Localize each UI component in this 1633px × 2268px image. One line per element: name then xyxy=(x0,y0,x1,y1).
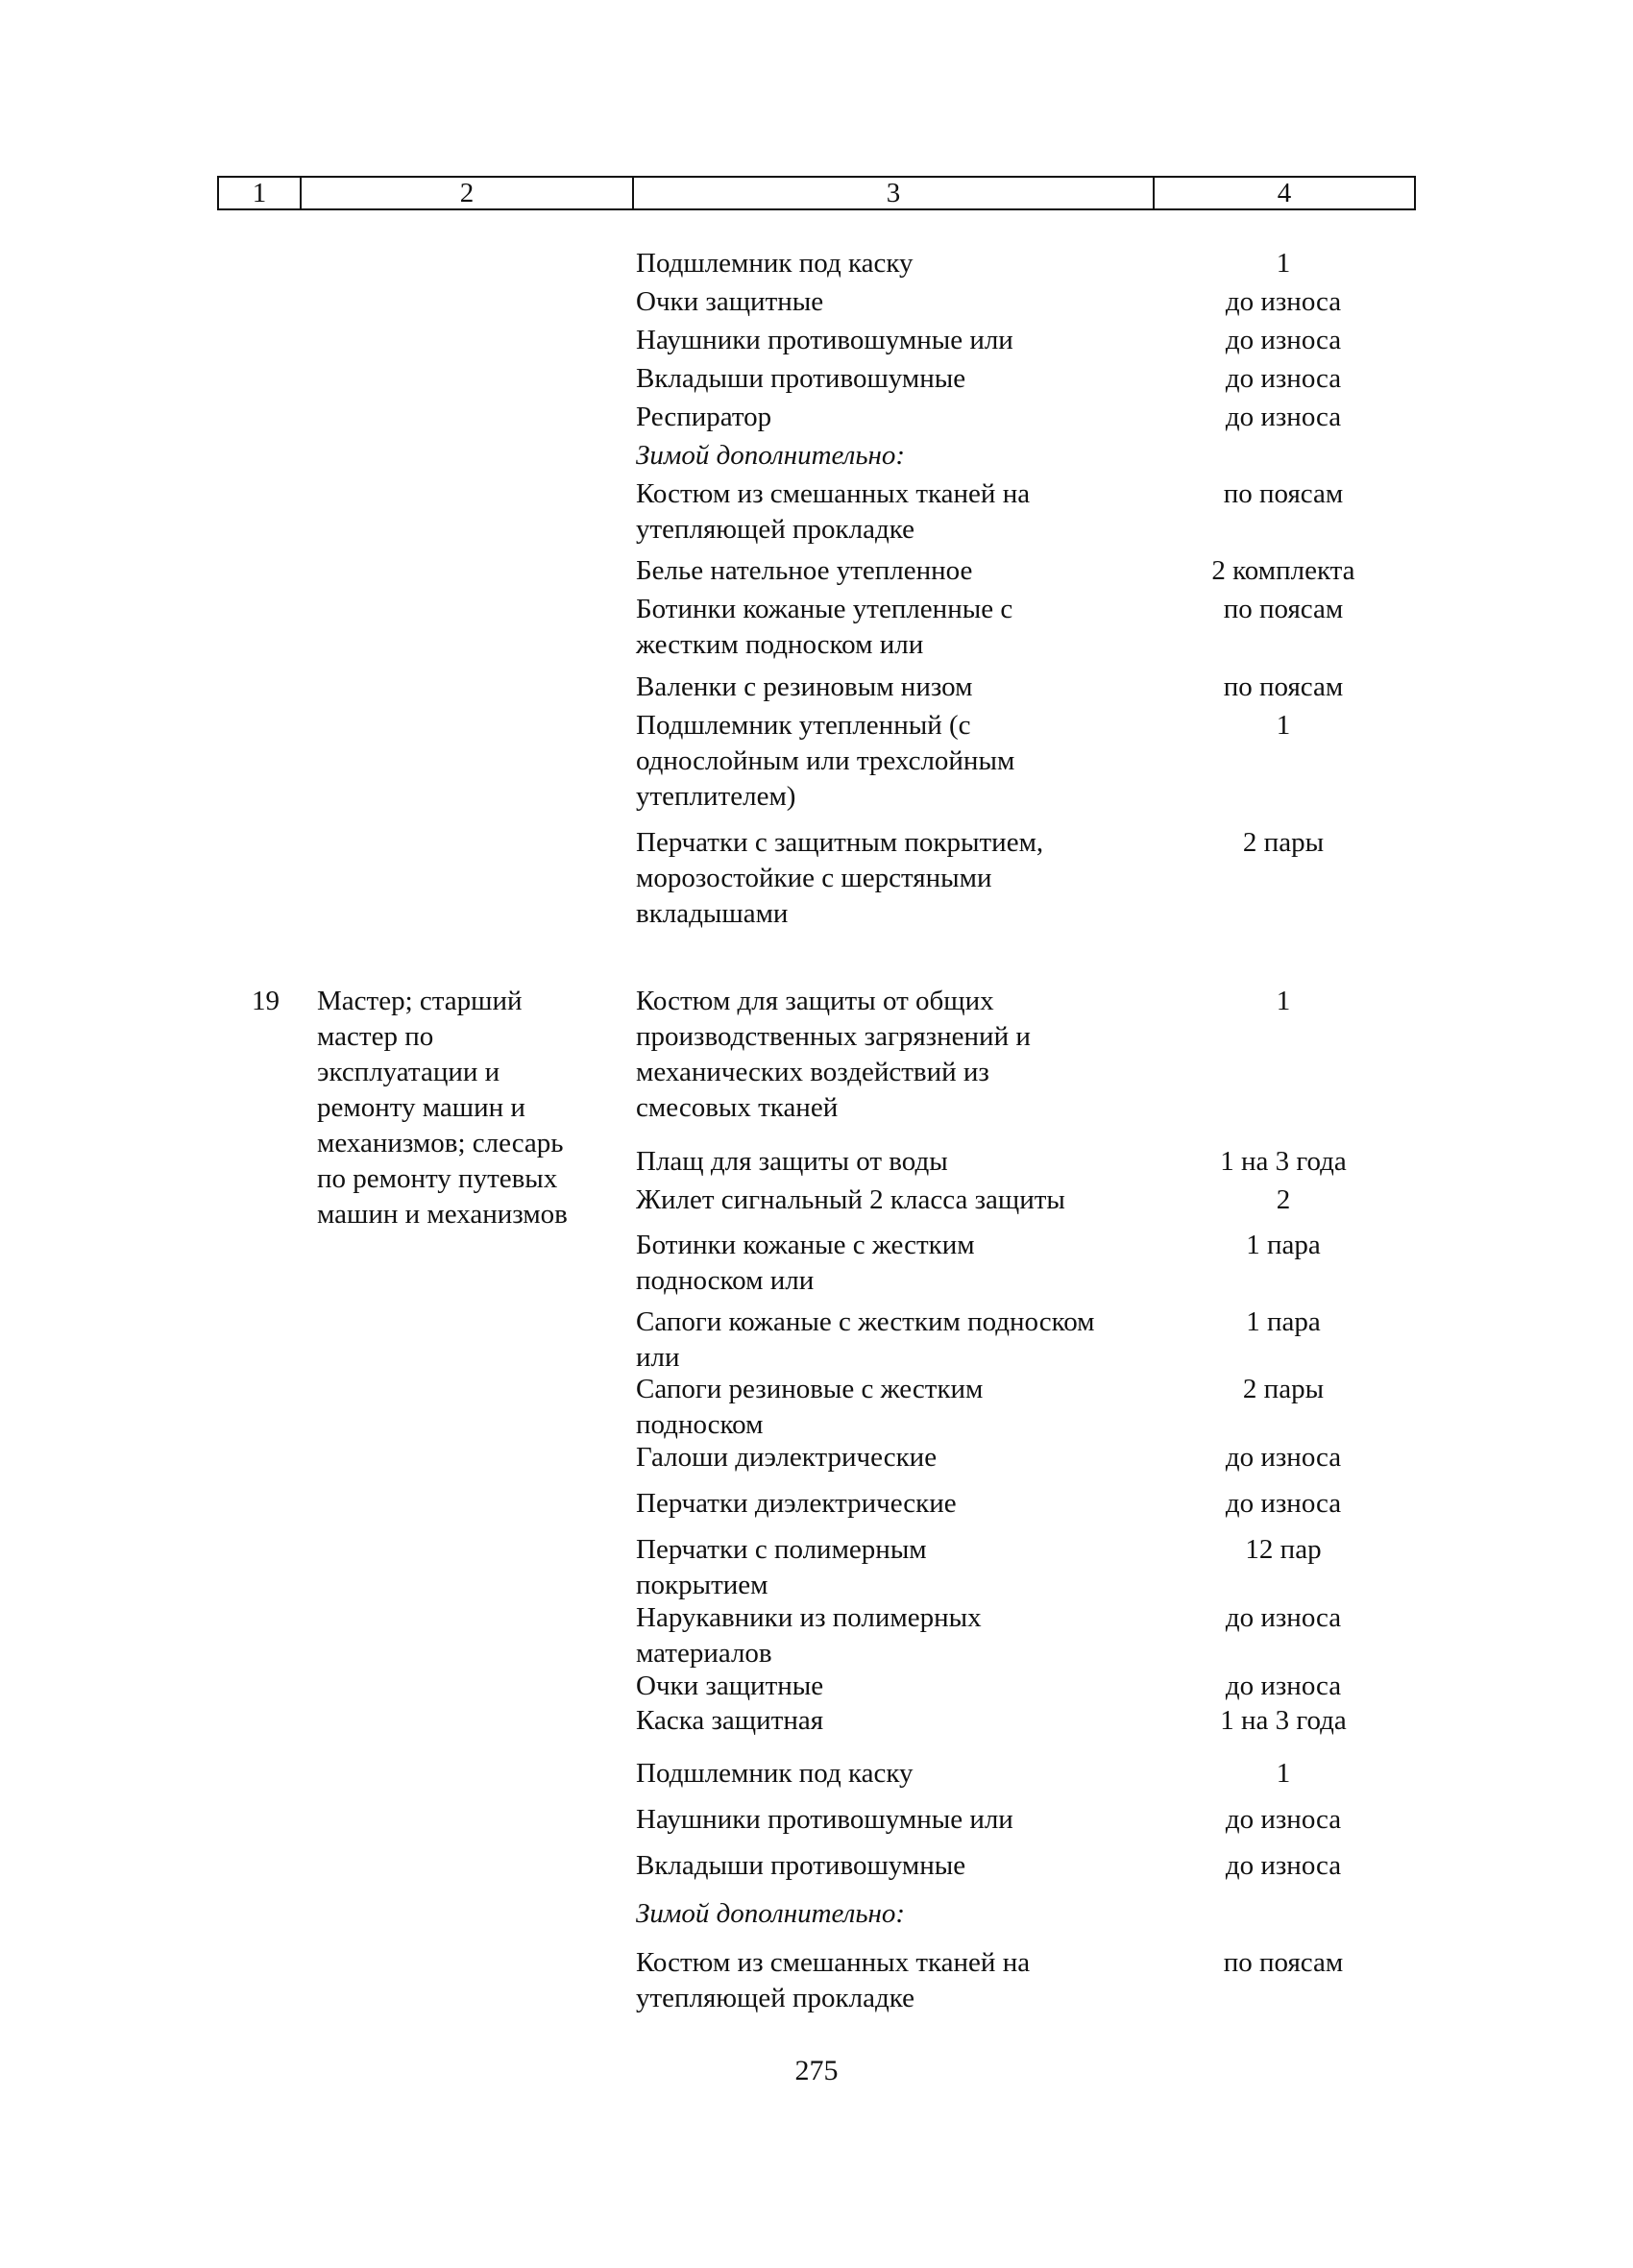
item-norm: 2 xyxy=(1276,1184,1291,1215)
item-name: Костюм из смешанных тканей на утепляющей прокладке xyxy=(636,478,1031,545)
item-name: Подшлемник под каску xyxy=(636,248,914,279)
item-name: Очки защитные xyxy=(636,286,824,317)
item-name: Респиратор xyxy=(636,402,772,432)
item-norm: до износа xyxy=(1225,1804,1342,1835)
item-norm: 1 xyxy=(1276,710,1291,741)
item-norm: 1 пара xyxy=(1246,1230,1321,1260)
profession-name: Мастер; старший мастер по эксплуатации и ремонту машин и механизмов; слесарь по ремонту путевых машин и механизмов xyxy=(317,986,568,1230)
item-name: Подшлемник под каску xyxy=(636,1758,914,1789)
item-norm: 1 на 3 года xyxy=(1220,1146,1347,1177)
row-number: 19 xyxy=(252,986,280,1016)
header-col-3: 3 xyxy=(634,178,1155,208)
page-number: 275 xyxy=(794,2055,839,2086)
item-norm: 2 пары xyxy=(1242,1374,1325,1404)
winter-additional-heading: Зимой дополнительно: xyxy=(636,1898,906,1929)
item-name: Перчатки диэлектрические xyxy=(636,1488,957,1519)
item-name: Перчатки с защитным покрытием, морозостойкие с шерстяными вкладышами xyxy=(636,827,1044,929)
header-col-1: 1 xyxy=(219,178,302,208)
item-norm: 1 пара xyxy=(1246,1306,1321,1337)
item-norm: до износа xyxy=(1225,325,1342,355)
item-name: Сапоги кожаные с жестким подноском или xyxy=(636,1306,1095,1373)
item-name: Сапоги резиновые с жестким подноском xyxy=(636,1374,984,1440)
item-name: Перчатки с полимерным покрытием xyxy=(636,1534,927,1600)
item-norm: 2 пары xyxy=(1242,827,1325,858)
item-name: Очки защитные xyxy=(636,1671,824,1701)
item-name: Костюм из смешанных тканей на утепляющей прокладке xyxy=(636,1947,1031,2013)
item-norm: до износа xyxy=(1225,1850,1342,1881)
item-norm: 2 комплекта xyxy=(1211,555,1355,586)
header-col-4: 4 xyxy=(1277,178,1292,208)
item-norm: 1 xyxy=(1276,248,1291,279)
item-norm: по поясам xyxy=(1223,1947,1344,1978)
item-norm: 1 на 3 года xyxy=(1220,1705,1347,1736)
item-name: Подшлемник утепленный (с однослойным или трехслойным утеплителем) xyxy=(636,710,1015,812)
item-name: Нарукавники из полимерных материалов xyxy=(636,1602,982,1669)
item-norm: до износа xyxy=(1225,402,1342,432)
item-name: Валенки с резиновым низом xyxy=(636,671,973,702)
item-name: Наушники противошумные или xyxy=(636,325,1013,355)
item-norm: по поясам xyxy=(1223,594,1344,624)
item-name: Вкладыши противошумные xyxy=(636,1850,966,1881)
item-name: Костюм для защиты от общих производственных загрязнений и механических воздействий из смесовых тканей xyxy=(636,986,1031,1123)
item-norm: по поясам xyxy=(1223,478,1344,509)
item-name: Наушники противошумные или xyxy=(636,1804,1013,1835)
item-name: Вкладыши противошумные xyxy=(636,363,966,394)
item-name: Каска защитная xyxy=(636,1705,824,1736)
column-number-header xyxy=(217,176,1416,210)
item-name: Жилет сигнальный 2 класса защиты xyxy=(636,1184,1065,1215)
item-norm: 1 xyxy=(1276,986,1291,1016)
item-norm: 1 xyxy=(1276,1758,1291,1789)
item-norm: до износа xyxy=(1225,1488,1342,1519)
item-norm: до износа xyxy=(1225,1671,1342,1701)
item-norm: до износа xyxy=(1225,286,1342,317)
item-norm: до износа xyxy=(1225,1442,1342,1473)
item-name: Белье нательное утепленное xyxy=(636,555,973,586)
item-norm: по поясам xyxy=(1223,671,1344,702)
item-norm: до износа xyxy=(1225,363,1342,394)
item-name: Ботинки кожаные с жестким подноском или xyxy=(636,1230,975,1296)
item-norm: до износа xyxy=(1225,1602,1342,1633)
winter-additional-heading: Зимой дополнительно: xyxy=(636,440,906,471)
item-norm: 12 пар xyxy=(1245,1534,1322,1565)
item-name: Ботинки кожаные утепленные с жестким подноском или xyxy=(636,594,1013,660)
item-name: Плащ для защиты от воды xyxy=(636,1146,948,1177)
header-col-2: 2 xyxy=(302,178,634,208)
item-name: Галоши диэлектрические xyxy=(636,1442,938,1473)
